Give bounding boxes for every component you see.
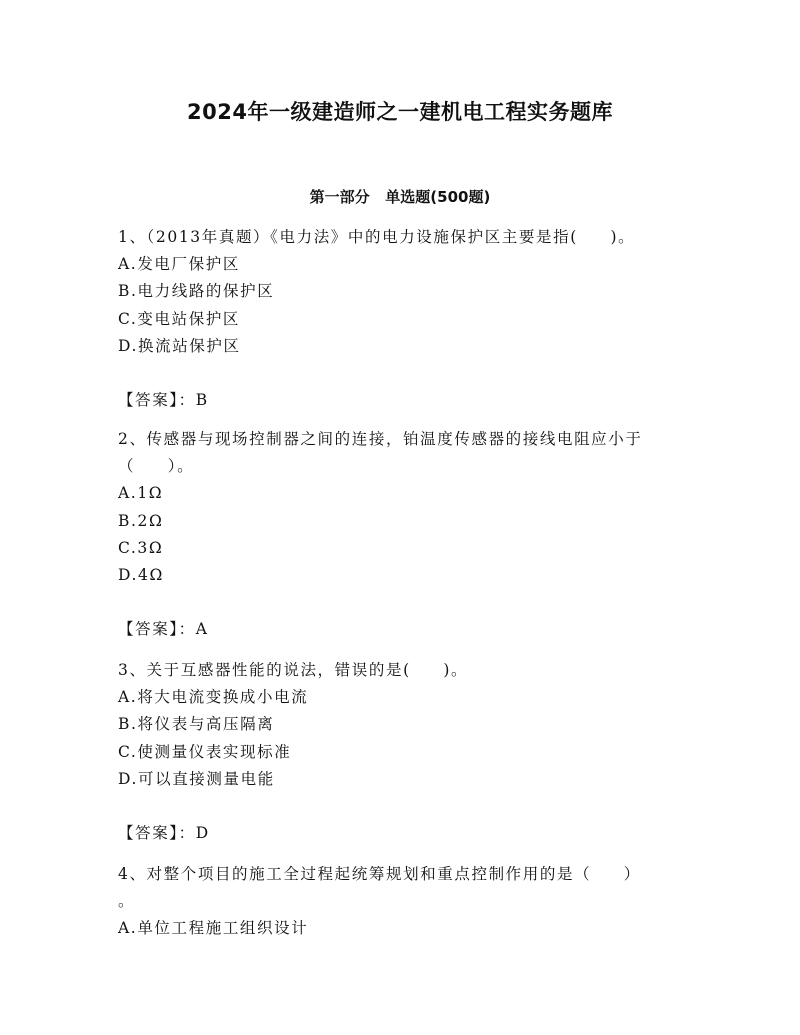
document-title: 2024年一级建造师之一建机电工程实务题库: [187, 100, 613, 124]
question-stem: 。: [118, 892, 136, 911]
question-stem: （ ）。: [118, 457, 195, 476]
question-stem: 1、（2013年真题）《电力法》中的电力设施保护区主要是指( )。: [118, 228, 636, 246]
answer-key: 【答案】：A: [118, 620, 209, 639]
question-stem: 2、传感器与现场控制器之间的连接，铂温度传感器的接线电阻应小于: [118, 430, 643, 448]
answer-option: D.4Ω: [118, 566, 164, 584]
answer-option: B.将仪表与高压隔离: [118, 715, 275, 734]
answer-option: A.1Ω: [118, 484, 164, 503]
answer-option: A.单位工程施工组织设计: [118, 919, 309, 938]
answer-option: C.使测量仪表实现标准: [118, 742, 292, 761]
section-heading: 第一部分 单选题(500题): [309, 188, 491, 206]
answer-option: D.换流站保护区: [118, 336, 241, 355]
answer-key: 【答案】：B: [118, 391, 209, 410]
answer-option: B.2Ω: [118, 511, 164, 530]
question-stem: 4、对整个项目的施工全过程起统筹规划和重点控制作用的是（ ）: [118, 865, 641, 883]
answer-option: D.可以直接测量电能: [118, 769, 275, 788]
answer-option: C.3Ω: [118, 538, 164, 557]
answer-key: 【答案】：D: [118, 824, 210, 843]
answer-option: C.变电站保护区: [118, 309, 241, 328]
answer-option: B.电力线路的保护区: [118, 282, 275, 301]
question-stem: 3、关于互感器性能的说法，错误的是( )。: [118, 661, 469, 679]
answer-option: A.发电厂保护区: [118, 255, 240, 274]
answer-option: A.将大电流变换成小电流: [118, 688, 309, 707]
